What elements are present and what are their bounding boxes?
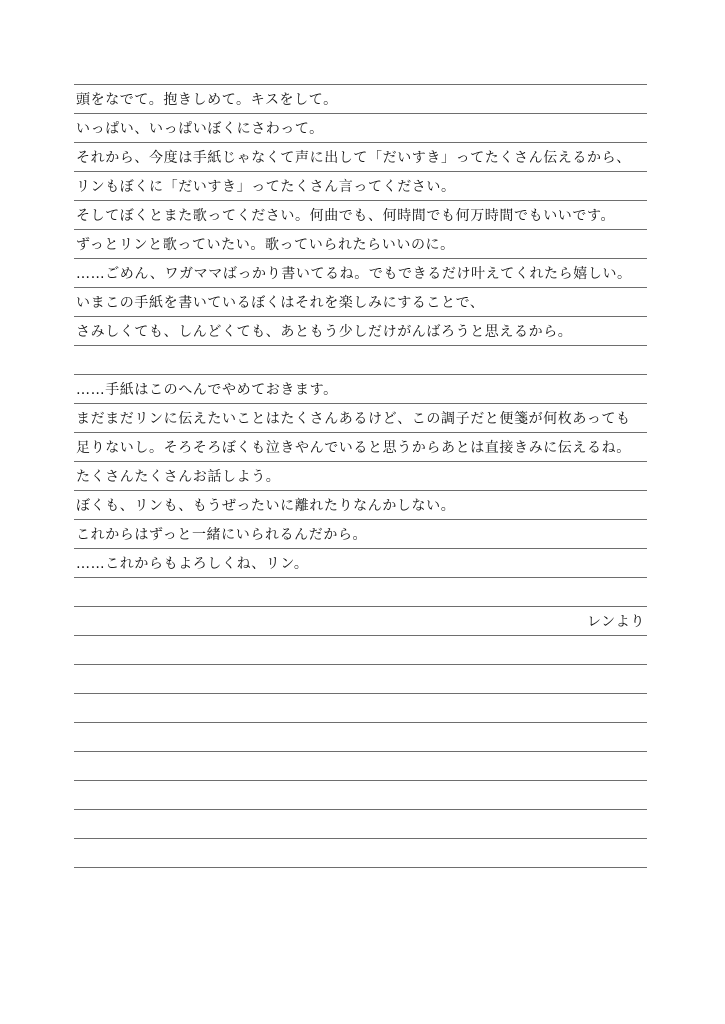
ruled-line bbox=[74, 722, 647, 751]
ruled-line bbox=[74, 403, 647, 432]
letter-line: これからはずっと一緒にいられるんだから。 bbox=[76, 527, 368, 543]
ruled-line bbox=[74, 171, 647, 200]
ruled-line bbox=[74, 664, 647, 693]
ruled-line bbox=[74, 432, 647, 461]
ruled-lines bbox=[74, 84, 647, 868]
ruled-line bbox=[74, 780, 647, 809]
letter-line: ……手紙はこのへんでやめておきます。 bbox=[76, 382, 338, 398]
ruled-line bbox=[74, 316, 647, 345]
ruled-line bbox=[74, 809, 647, 838]
ruled-line bbox=[74, 374, 647, 403]
ruled-line bbox=[74, 693, 647, 722]
letter-line: たくさんたくさんお話しよう。 bbox=[76, 469, 281, 485]
ruled-line bbox=[74, 519, 647, 548]
ruled-line bbox=[74, 287, 647, 316]
letter-line: さみしくても、しんどくても、あともう少しだけがんばろうと思えるから。 bbox=[76, 324, 573, 340]
letter-line: それから、今度は手紙じゃなくて声に出して「だいすき」ってたくさん伝えるから、 bbox=[76, 150, 631, 166]
letter-line: いっぱい、いっぱいぼくにさわって。 bbox=[76, 121, 324, 137]
ruled-line bbox=[74, 635, 647, 664]
ruled-line bbox=[74, 142, 647, 171]
ruled-line bbox=[74, 867, 647, 868]
ruled-line bbox=[74, 490, 647, 519]
letter-line: 足りないし。そろそろぼくも泣きやんでいると思うからあとは直接きみに伝えるね。 bbox=[76, 440, 631, 456]
letter-line: リンもぼくに「だいすき」ってたくさん言ってください。 bbox=[76, 179, 456, 195]
ruled-line bbox=[74, 345, 647, 374]
letter-line: そしてぼくとまた歌ってください。何曲でも、何時間でも何万時間でもいいです。 bbox=[76, 208, 616, 224]
ruled-line bbox=[74, 838, 647, 867]
ruled-line bbox=[74, 461, 647, 490]
letter-line: ……これからもよろしくね、リン。 bbox=[76, 556, 309, 572]
signature: レンより bbox=[586, 614, 645, 630]
ruled-line bbox=[74, 258, 647, 287]
ruled-line bbox=[74, 548, 647, 577]
ruled-line bbox=[74, 229, 647, 258]
ruled-line bbox=[74, 577, 647, 606]
ruled-line bbox=[74, 606, 647, 635]
letter-line: いまこの手紙を書いているぼくはそれを楽しみにすることで、 bbox=[76, 295, 485, 311]
letter-line: 頭をなでて。抱きしめて。キスをして。 bbox=[76, 92, 338, 108]
ruled-line bbox=[74, 84, 647, 113]
ruled-line bbox=[74, 200, 647, 229]
letter-line: まだまだリンに伝えたいことはたくさんあるけど、この調子だと便箋が何枚あっても bbox=[76, 411, 631, 427]
letter-line: ……ごめん、ワガママばっかり書いてるね。でもできるだけ叶えてくれたら嬉しい。 bbox=[76, 266, 632, 282]
ruled-line bbox=[74, 113, 647, 142]
ruled-line bbox=[74, 751, 647, 780]
letter-line: ぼくも、リンも、もうぜったいに離れたりなんかしない。 bbox=[76, 498, 456, 514]
letter-line: ずっとリンと歌っていたい。歌っていられたらいいのに。 bbox=[76, 237, 455, 253]
